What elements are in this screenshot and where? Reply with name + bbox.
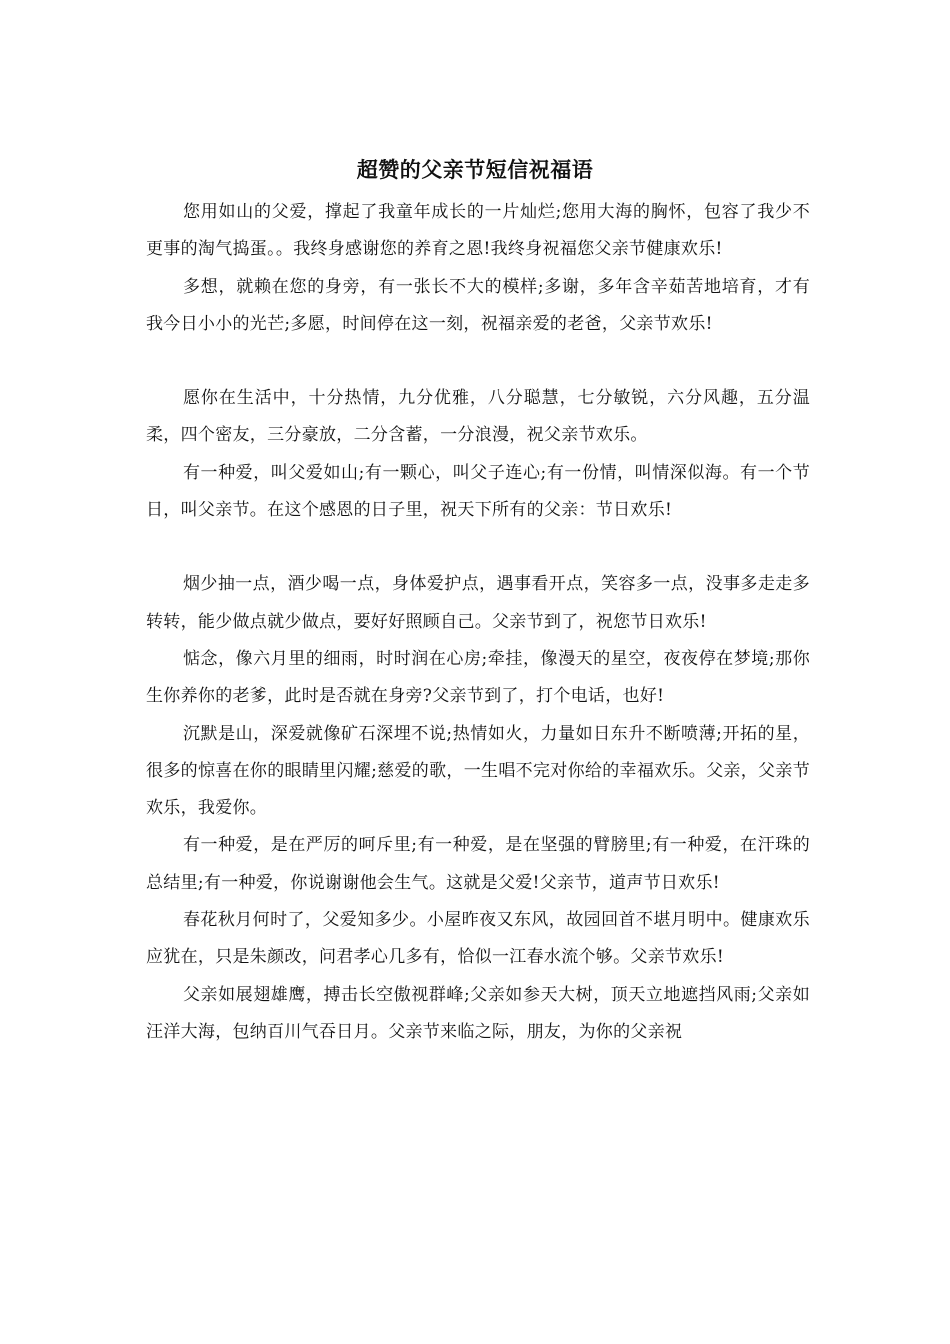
paragraph: 您用如山的父爱，撑起了我童年成长的一片灿烂;您用大海的胸怀，包容了我少不更事的淘气捣蛋。。我终身感谢您的养育之恩!我终身祝福您父亲节健康欢乐! bbox=[146, 202, 810, 260]
paragraph: 春花秋月何时了，父爱知多少。小屋昨夜又东风，故园回首不堪月明中。健康欢乐应犹在，只是朱颜改，问君孝心几多有，恰似一江春水流个够。父亲节欢乐! bbox=[146, 910, 810, 968]
paragraph: 父亲如展翅雄鹰，搏击长空傲视群峰;父亲如参天大树，顶天立地遮挡风雨;父亲如汪洋大海，包纳百川气吞日月。父亲节来临之际，朋友，为你的父亲祝 bbox=[146, 984, 810, 1042]
paragraph-spacer bbox=[146, 529, 810, 566]
paragraph: 愿你在生活中，十分热情，九分优雅，八分聪慧，七分敏锐，六分风趣，五分温柔，四个密友，三分豪放，二分含蓄，一分浪漫，祝父亲节欢乐。 bbox=[146, 388, 810, 446]
paragraph: 有一种爱，是在严厉的呵斥里;有一种爱，是在坚强的臂膀里;有一种爱，在汗珠的总结里;有一种爱，你说谢谢他会生气。这就是父爱!父亲节，道声节日欢乐! bbox=[146, 835, 810, 893]
paragraph: 沉默是山，深爱就像矿石深埋不说;热情如火，力量如日东升不断喷薄;开拓的星，很多的惊喜在你的眼睛里闪耀;慈爱的歌，一生唱不完对你给的幸福欢乐。父亲，父亲节欢乐，我爱你。 bbox=[146, 723, 810, 819]
document-title: 超赞的父亲节短信祝福语 bbox=[356, 157, 594, 182]
paragraph: 多想，就赖在您的身旁，有一张长不大的模样;多谢，多年含辛茹苦地培育，才有我今日小小的光芒;多愿，时间停在这一刻，祝福亲爱的老爸，父亲节欢乐! bbox=[146, 276, 810, 334]
document-body bbox=[146, 194, 810, 1051]
paragraph-spacer bbox=[146, 343, 810, 380]
paragraph: 烟少抽一点，酒少喝一点，身体爱护点，遇事看开点，笑容多一点，没事多走走多转转，能少做点就少做点，要好好照顾自己。父亲节到了，祝您节日欢乐! bbox=[146, 574, 810, 632]
paragraph: 有一种爱，叫父爱如山;有一颗心，叫父子连心;有一份情，叫情深似海。有一个节日，叫父亲节。在这个感恩的日子里，祝天下所有的父亲：节日欢乐! bbox=[146, 462, 810, 521]
paragraph: 惦念，像六月里的细雨，时时润在心房;牵挂，像漫天的星空，夜夜停在梦境;那你生你养你的老爹，此时是否就在身旁?父亲节到了，打个电话，也好! bbox=[146, 648, 810, 707]
